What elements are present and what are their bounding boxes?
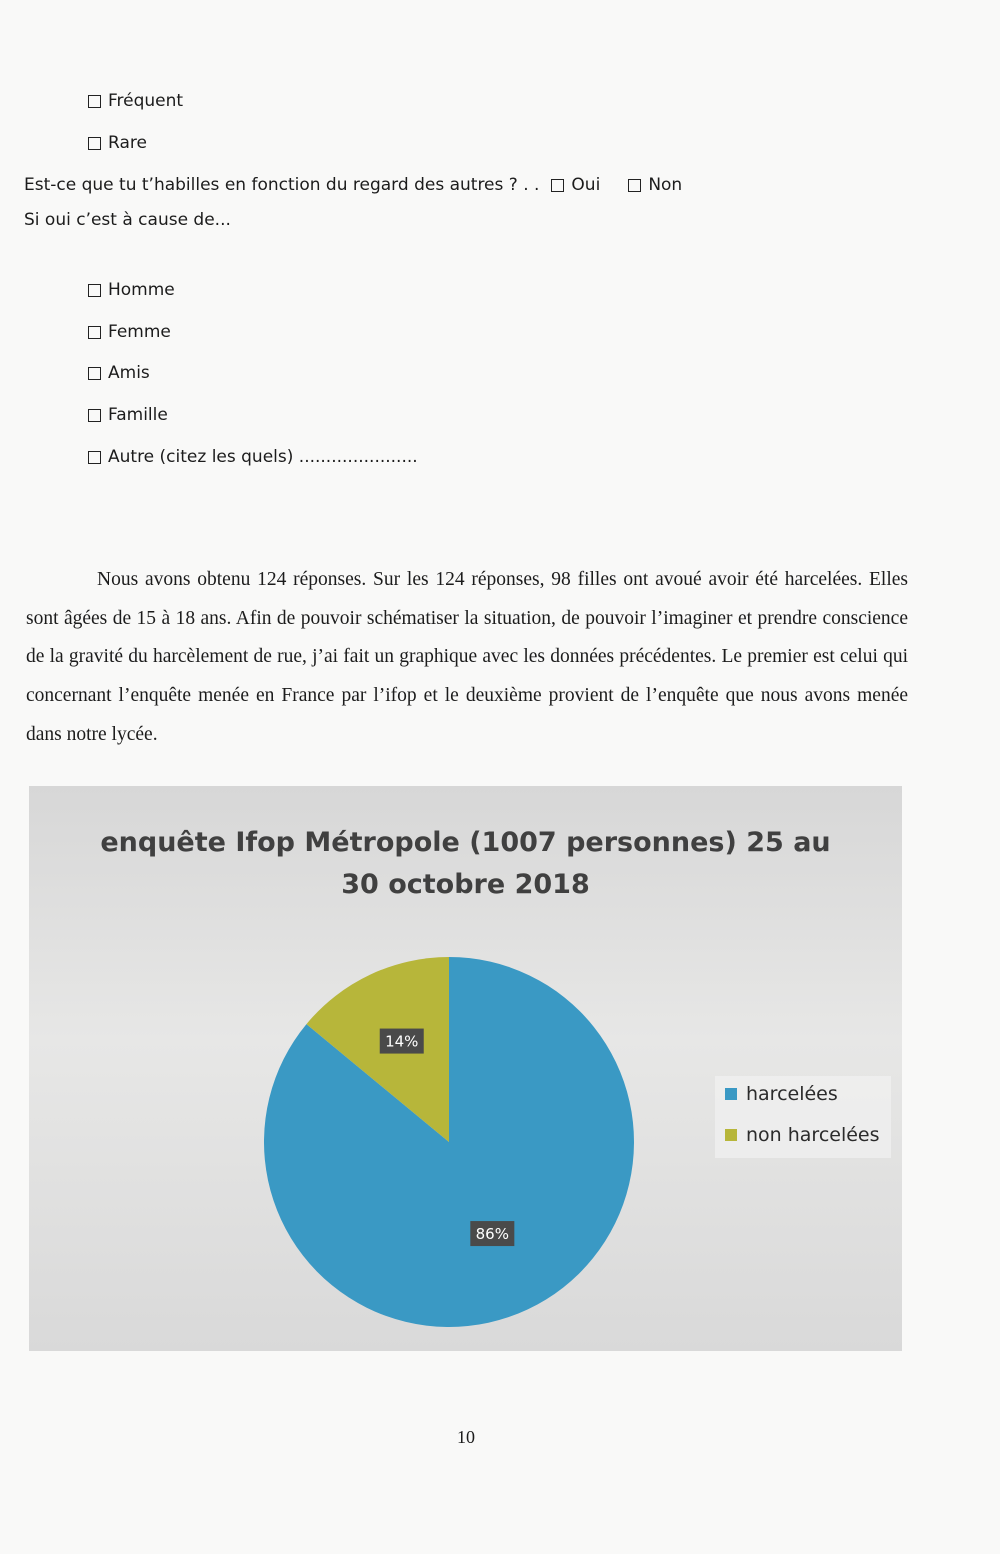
option-famille-label: Famille: [108, 405, 168, 425]
followup-text: Si oui c’est à cause de...: [24, 210, 231, 230]
answer-yes-label: Oui: [571, 175, 601, 195]
data-label-harcelees-text: 86%: [475, 1225, 509, 1244]
option-femme[interactable]: [88, 322, 171, 342]
checkbox-amis[interactable]: [88, 367, 101, 380]
option-rare[interactable]: [88, 133, 147, 153]
legend-item-harcelees: [725, 1083, 838, 1105]
pie-svg: [29, 786, 902, 1351]
chart-title-line-2: 30 octobre 2018: [341, 869, 590, 900]
option-amis-label: Amis: [108, 363, 150, 383]
answer-no-label: Non: [648, 175, 683, 195]
legend-label-harcelees: harcelées: [746, 1083, 838, 1105]
checkbox-frequent[interactable]: [88, 95, 101, 108]
option-autre[interactable]: [88, 447, 418, 467]
option-frequent-label: Fréquent: [108, 91, 184, 111]
pie-chart: [29, 786, 902, 1351]
chart-legend: [715, 1076, 891, 1158]
checkbox-femme[interactable]: [88, 326, 101, 339]
option-frequent[interactable]: [88, 91, 183, 111]
legend-label-non-harcelees: non harcelées: [746, 1124, 880, 1146]
legend-swatch-harcelees: [725, 1088, 737, 1100]
checkbox-autre[interactable]: [88, 451, 101, 464]
checkbox-non[interactable]: [628, 179, 641, 192]
checkbox-homme[interactable]: [88, 284, 101, 297]
data-label-non-harcelees-text: 14%: [385, 1032, 419, 1051]
option-homme[interactable]: [88, 280, 175, 300]
option-rare-label: Rare: [108, 133, 147, 153]
option-famille[interactable]: [88, 405, 168, 425]
checkbox-famille[interactable]: [88, 409, 101, 422]
body-paragraph: [26, 561, 908, 755]
body-paragraph-text: Nous avons obtenu 124 réponses. Sur les 124 réponses, 98 filles ont avoué avoir été harcelées. Elles sont âgées de 15 à 18 ans. Afin de pouvoir schématiser la situation, de pouvoir l’imaginer et prendre conscience de la gravité du harcèlement de rue, j’ai fait un graphique avec les données précédentes. Le premier est celui qui concernant l’enquête menée en France par l’ifop et le deuxième provient de l’enquête que nous avons menée dans notre lycée.: [26, 569, 908, 745]
question-text: Est-ce que tu t’habilles en fonction du regard des autres ? . .: [24, 175, 540, 195]
data-label-non-harcelees: [380, 1029, 424, 1054]
checkbox-oui[interactable]: [551, 179, 564, 192]
option-femme-label: Femme: [108, 322, 171, 342]
option-autre-label: Autre (citez les quels) ......................: [108, 447, 418, 467]
page-number: 10: [457, 1427, 475, 1447]
data-label-harcelees: [470, 1221, 514, 1246]
option-homme-label: Homme: [108, 280, 175, 300]
legend-swatch-non-harcelees: [725, 1129, 737, 1141]
option-amis[interactable]: [88, 363, 150, 383]
legend-item-non-harcelees: [725, 1124, 880, 1146]
question-line: [24, 175, 682, 195]
checkbox-rare[interactable]: [88, 137, 101, 150]
chart-title-line-1: enquête Ifop Métropole (1007 personnes) 25 au: [100, 827, 831, 858]
